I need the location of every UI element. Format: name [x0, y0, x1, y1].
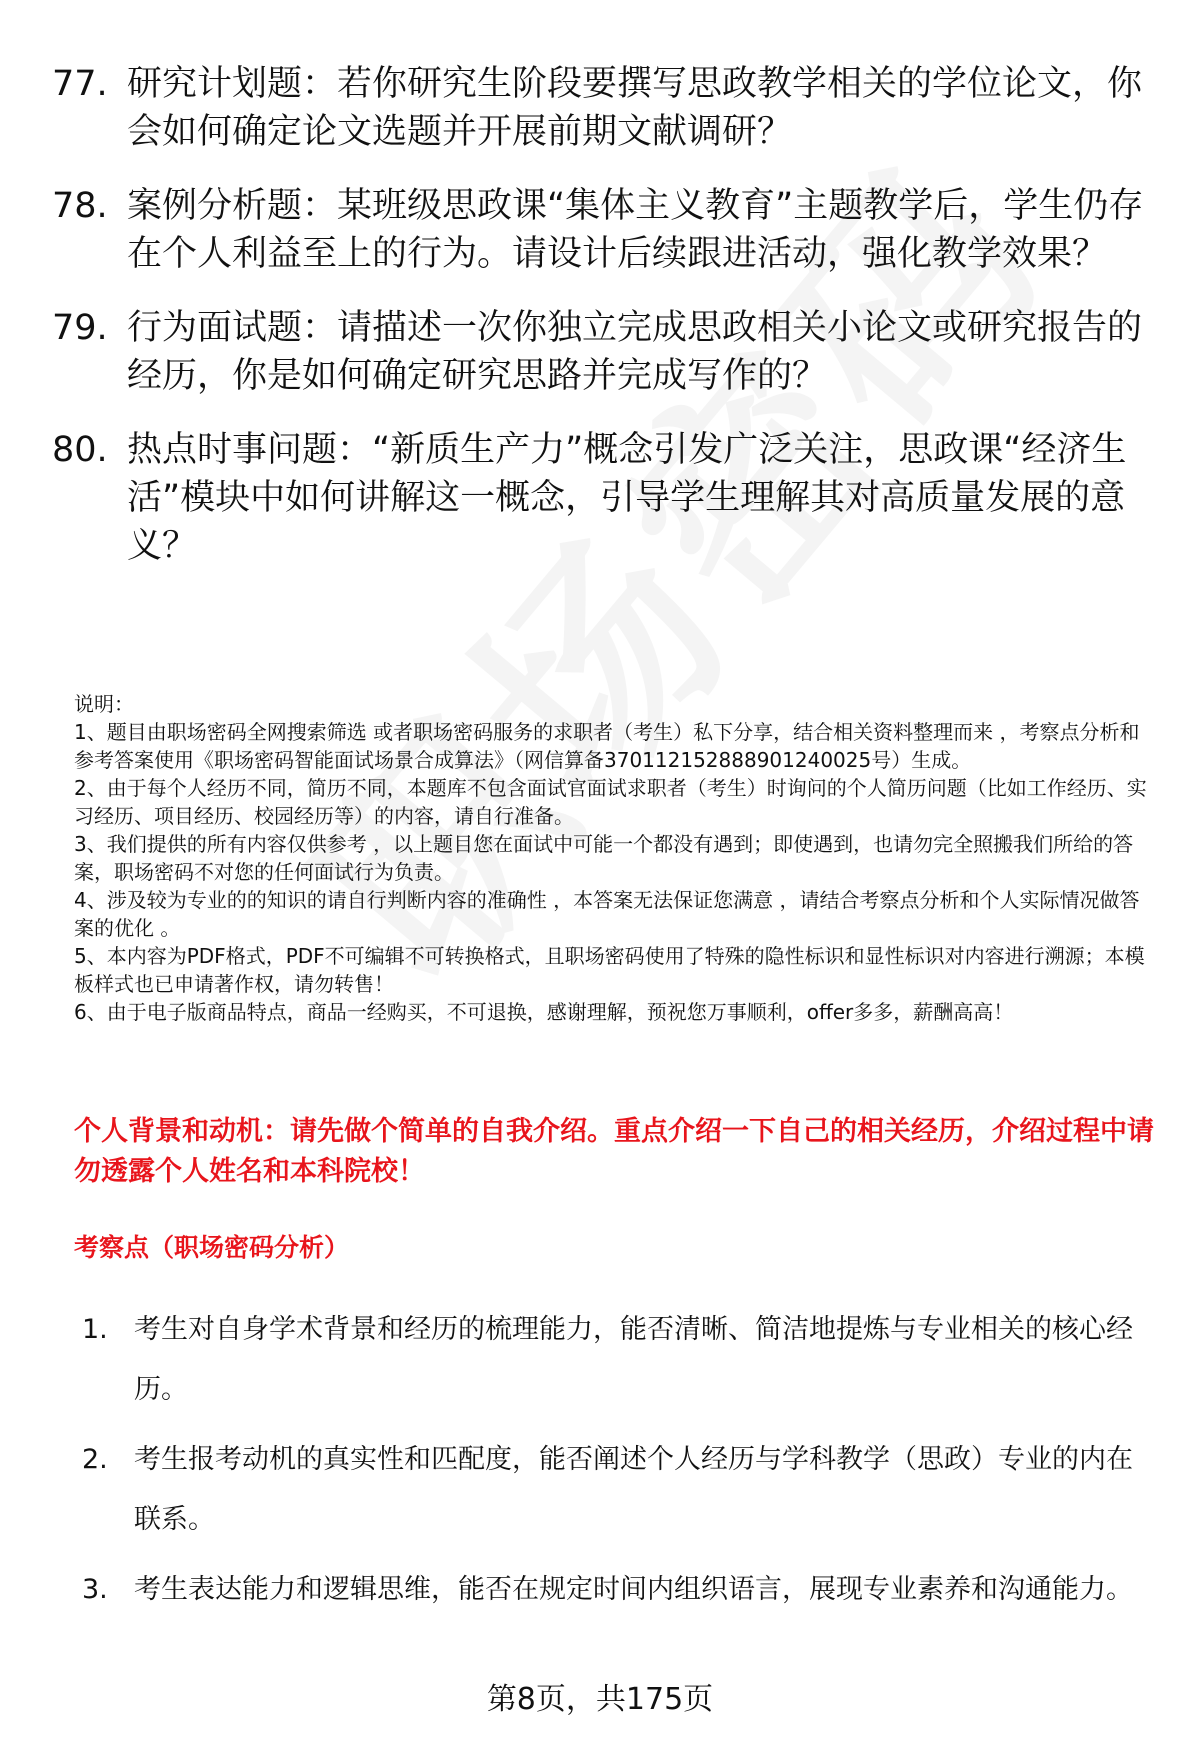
point-text: 考生对自身学术背景和经历的梳理能力，能否清晰、简洁地提炼与专业相关的核心经历。: [134, 1314, 1133, 1405]
note-item: 4、涉及较为专业的的知识的请自行判断内容的准确性 ，本答案无法保证您满意 ，请结合考察点分析和个人实际情况做答案的优化 。: [74, 888, 1140, 940]
focus-point: [82, 1560, 1152, 1620]
focus-point: [82, 1300, 1152, 1420]
point-text: 考生表达能力和逻辑思维，能否在规定时间内组织语言，展现专业素养和沟通能力。: [134, 1574, 1133, 1605]
question-item: [52, 304, 1152, 400]
notes-title: 说明：: [74, 692, 134, 716]
note-item: 5、本内容为PDF格式，PDF不可编辑不可转换格式，且职场密码使用了特殊的隐性标识和显性标识对内容进行溯源；本模板样式也已申请著作权，请勿转售！: [74, 944, 1145, 996]
point-text: 考生报考动机的真实性和匹配度，能否阐述个人经历与学科教学（思政）专业的内在联系。: [134, 1444, 1133, 1535]
focus-point-list: [82, 1300, 1152, 1630]
point-number: 2.: [82, 1444, 108, 1475]
question-number: 79.: [52, 308, 108, 348]
note-item: 1、题目由职场密码全网搜索筛选 或者职场密码服务的求职者（考生）私下分享，结合相关资料整理而来 ，考察点分析和参考答案使用《职场密码智能面试场景合成算法》（网信算备370112152888901240025号）生成。: [74, 720, 1140, 772]
question-number: 80.: [52, 430, 108, 470]
notes-section: [74, 690, 1154, 1026]
question-text: 热点时事问题：“新质生产力”概念引发广泛关注，思政课“经济生活”模块中如何讲解这一概念，引导学生理解其对高质量发展的意义？: [127, 430, 1127, 566]
question-item: [52, 60, 1152, 156]
question-number: 78.: [52, 186, 108, 226]
question-text: 案例分析题：某班级思政课“集体主义教育”主题教学后，学生仍存在个人利益至上的行为。请设计后续跟进活动，强化教学效果？: [127, 186, 1144, 274]
question-text: 研究计划题：若你研究生阶段要撰写思政教学相关的学位论文，你会如何确定论文选题并开展前期文献调研？: [127, 64, 1143, 152]
background-question: 个人背景和动机：请先做个简单的自我介绍。重点介绍一下自己的相关经历，介绍过程中请勿透露个人姓名和本科院校！: [74, 1116, 1154, 1187]
page-footer: 第8页，共175页: [486, 1682, 714, 1717]
question-number: 77.: [52, 64, 108, 104]
point-number: 1.: [82, 1314, 108, 1345]
question-list: [52, 60, 1152, 596]
focus-heading: 考察点（职场密码分析）: [74, 1233, 350, 1262]
question-text: 行为面试题：请描述一次你独立完成思政相关小论文或研究报告的经历，你是如何确定研究思路并完成写作的？: [127, 308, 1143, 396]
question-item: [52, 426, 1152, 570]
note-item: 2、由于每个人经历不同，简历不同，本题库不包含面试官面试求职者（考生）时询问的个人简历问题（比如工作经历、实习经历、项目经历、校园经历等）的内容，请自行准备。: [74, 776, 1147, 828]
note-item: 6、由于电子版商品特点，商品一经购买，不可退换，感谢理解，预祝您万事顺利，offer多多，薪酬高高！: [74, 1000, 1014, 1024]
point-number: 3.: [82, 1574, 108, 1605]
question-item: [52, 182, 1152, 278]
focus-point: [82, 1430, 1152, 1550]
note-item: 3、我们提供的所有内容仅供参考 ，以上题目您在面试中可能一个都没有遇到；即使遇到，也请勿完全照搬我们所给的答案，职场密码不对您的任何面试行为负责。: [74, 832, 1134, 884]
